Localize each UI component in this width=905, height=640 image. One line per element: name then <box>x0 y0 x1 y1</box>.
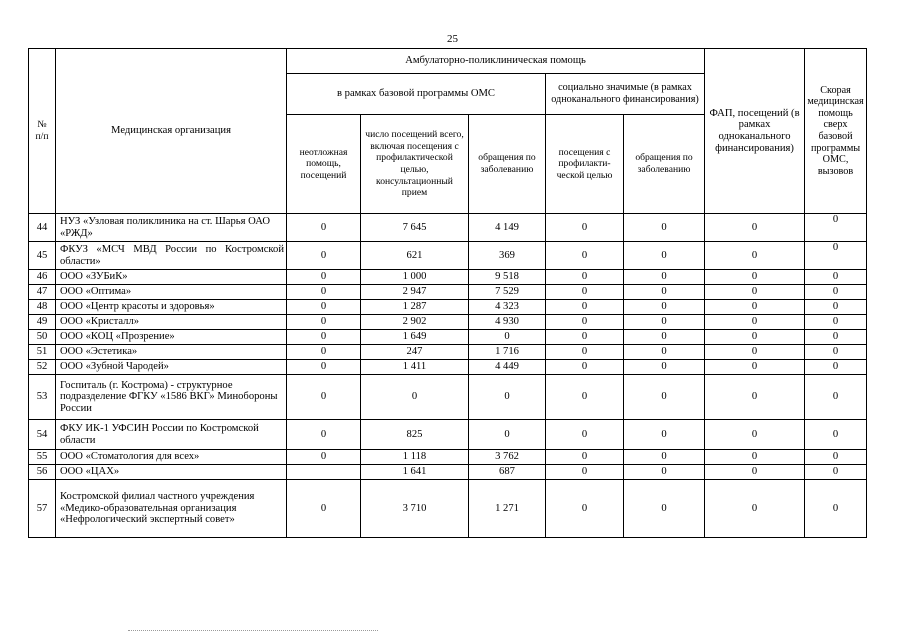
header-org: Медицинская организация <box>56 49 287 214</box>
disease-appeals: 9 518 <box>469 270 546 285</box>
prophylactic-visits: 0 <box>546 242 624 270</box>
ambulance-calls: 0 <box>805 360 867 375</box>
organization-name: ООО «КОЦ «Прозрение» <box>56 330 287 345</box>
social-appeals: 0 <box>624 330 705 345</box>
table-row <box>29 315 867 330</box>
ambulance-calls: 0 <box>805 315 867 330</box>
organization-name: ФКУЗ «МСЧ МВД России по Костромской области» <box>56 242 287 270</box>
total-visits: 825 <box>361 420 469 450</box>
ambulance-calls: 0 <box>805 450 867 465</box>
organization-name: ООО «Зубной Чародей» <box>56 360 287 375</box>
social-appeals: 0 <box>624 315 705 330</box>
prophylactic-visits: 0 <box>546 450 624 465</box>
total-visits: 7 645 <box>361 214 469 242</box>
prophylactic-visits: 0 <box>546 375 624 420</box>
table-row <box>29 465 867 480</box>
organization-name: ООО «Кристалл» <box>56 315 287 330</box>
social-appeals: 0 <box>624 465 705 480</box>
prophylactic-visits: 0 <box>546 480 624 538</box>
table-row <box>29 450 867 465</box>
organization-name: Костромской филиал частного учреждения «Медико-образовательная организация «Нефрологический экспертный совет» <box>56 480 287 538</box>
page-number: 25 <box>447 33 458 45</box>
total-visits: 247 <box>361 345 469 360</box>
social-appeals: 0 <box>624 450 705 465</box>
social-appeals: 0 <box>624 360 705 375</box>
organization-name: ФКУ ИК-1 УФСИН России по Костромской области <box>56 420 287 450</box>
organization-name: Госпиталь (г. Кострома) - структурное подразделение ФГКУ «1586 ВКГ» Минобороны России <box>56 375 287 420</box>
urgent-visits: 0 <box>287 480 361 538</box>
header-fap: ФАП, посещений (в рамках одноканального финансирования) <box>705 49 805 214</box>
fap-visits: 0 <box>705 360 805 375</box>
row-number: 49 <box>29 315 56 330</box>
prophylactic-visits: 0 <box>546 420 624 450</box>
row-number: 47 <box>29 285 56 300</box>
row-number: 56 <box>29 465 56 480</box>
header-urgent: неотложная помощь, посещений <box>287 115 361 214</box>
social-appeals: 0 <box>624 242 705 270</box>
urgent-visits: 0 <box>287 330 361 345</box>
fap-visits: 0 <box>705 450 805 465</box>
total-visits: 621 <box>361 242 469 270</box>
disease-appeals: 1 716 <box>469 345 546 360</box>
header-ambulance: Скорая медицинская помощь сверх базовой программы ОМС, вызовов <box>805 49 867 214</box>
fap-visits: 0 <box>705 285 805 300</box>
disease-appeals: 3 762 <box>469 450 546 465</box>
urgent-visits: 0 <box>287 242 361 270</box>
total-visits: 1 287 <box>361 300 469 315</box>
total-visits: 2 902 <box>361 315 469 330</box>
social-appeals: 0 <box>624 300 705 315</box>
urgent-visits: 0 <box>287 450 361 465</box>
total-visits: 1 000 <box>361 270 469 285</box>
urgent-visits: 0 <box>287 300 361 315</box>
fap-visits: 0 <box>705 270 805 285</box>
ambulance-calls: 0 <box>805 345 867 360</box>
disease-appeals: 4 149 <box>469 214 546 242</box>
prophylactic-visits: 0 <box>546 300 624 315</box>
prophylactic-visits: 0 <box>546 270 624 285</box>
header-prof-visits: посещения с профилакти-ческой целью <box>546 115 624 214</box>
prophylactic-visits: 0 <box>546 330 624 345</box>
urgent-visits: 0 <box>287 285 361 300</box>
ambulance-calls: 0 <box>805 420 867 450</box>
row-number: 51 <box>29 345 56 360</box>
header-appeals-social: обращения по заболеванию <box>624 115 705 214</box>
ambulance-calls: 0 <box>805 285 867 300</box>
social-appeals: 0 <box>624 285 705 300</box>
urgent-visits: 0 <box>287 345 361 360</box>
fap-visits: 0 <box>705 300 805 315</box>
social-appeals: 0 <box>624 345 705 360</box>
header-num: № п/п <box>29 49 56 214</box>
disease-appeals: 369 <box>469 242 546 270</box>
row-number: 53 <box>29 375 56 420</box>
social-appeals: 0 <box>624 270 705 285</box>
row-number: 57 <box>29 480 56 538</box>
prophylactic-visits: 0 <box>546 214 624 242</box>
ambulance-calls: 0 <box>805 465 867 480</box>
fap-visits: 0 <box>705 465 805 480</box>
urgent-visits: 0 <box>287 375 361 420</box>
header-social: социально значимые (в рамках одноканального финансирования) <box>546 74 705 115</box>
disease-appeals: 4 449 <box>469 360 546 375</box>
table-row <box>29 242 867 270</box>
data-table <box>28 48 867 538</box>
disease-appeals: 0 <box>469 420 546 450</box>
total-visits: 1 641 <box>361 465 469 480</box>
total-visits: 1 411 <box>361 360 469 375</box>
ambulance-calls: 0 <box>805 375 867 420</box>
fap-visits: 0 <box>705 315 805 330</box>
row-number: 52 <box>29 360 56 375</box>
row-number: 44 <box>29 214 56 242</box>
social-appeals: 0 <box>624 375 705 420</box>
disease-appeals: 687 <box>469 465 546 480</box>
total-visits: 3 710 <box>361 480 469 538</box>
table-row <box>29 214 867 242</box>
urgent-visits: 0 <box>287 360 361 375</box>
disease-appeals: 0 <box>469 375 546 420</box>
header-basic-program: в рамках базовой программы ОМС <box>287 74 546 115</box>
prophylactic-visits: 0 <box>546 285 624 300</box>
total-visits: 2 947 <box>361 285 469 300</box>
disease-appeals: 1 271 <box>469 480 546 538</box>
row-number: 45 <box>29 242 56 270</box>
fap-visits: 0 <box>705 242 805 270</box>
social-appeals: 0 <box>624 214 705 242</box>
fap-visits: 0 <box>705 480 805 538</box>
social-appeals: 0 <box>624 420 705 450</box>
table-row <box>29 300 867 315</box>
ambulance-calls: 0 <box>805 330 867 345</box>
ambulance-calls: 0 <box>805 480 867 538</box>
table-row <box>29 375 867 420</box>
header-ambulatory: Амбулаторно-поликлиническая помощь <box>287 49 705 74</box>
organization-name: ООО «ЦАХ» <box>56 465 287 480</box>
organization-name: ООО «Оптима» <box>56 285 287 300</box>
row-number: 54 <box>29 420 56 450</box>
fap-visits: 0 <box>705 420 805 450</box>
disease-appeals: 0 <box>469 330 546 345</box>
organization-name: ООО «Эстетика» <box>56 345 287 360</box>
table-row <box>29 420 867 450</box>
header-visits: число посещений всего, включая посещения с профилактической целью, консультационный прием <box>361 115 469 214</box>
prophylactic-visits: 0 <box>546 360 624 375</box>
table-row <box>29 480 867 538</box>
total-visits: 1 649 <box>361 330 469 345</box>
table-row <box>29 330 867 345</box>
organization-name: ООО «ЗУБиК» <box>56 270 287 285</box>
row-number: 46 <box>29 270 56 285</box>
fap-visits: 0 <box>705 330 805 345</box>
ambulance-calls: 0 <box>805 300 867 315</box>
total-visits: 1 118 <box>361 450 469 465</box>
ambulance-calls: 0 <box>805 270 867 285</box>
fap-visits: 0 <box>705 345 805 360</box>
disease-appeals: 7 529 <box>469 285 546 300</box>
total-visits: 0 <box>361 375 469 420</box>
organization-name: НУЗ «Узловая поликлиника на ст. Шарья ОАО «РЖД» <box>56 214 287 242</box>
ambulance-calls: 0 <box>805 214 867 242</box>
urgent-visits: 0 <box>287 270 361 285</box>
social-appeals: 0 <box>624 480 705 538</box>
fap-visits: 0 <box>705 214 805 242</box>
organization-name: ООО «Стоматология для всех» <box>56 450 287 465</box>
footer-dotted-line <box>128 630 378 631</box>
table-row <box>29 270 867 285</box>
urgent-visits <box>287 465 361 480</box>
urgent-visits: 0 <box>287 420 361 450</box>
prophylactic-visits: 0 <box>546 465 624 480</box>
disease-appeals: 4 323 <box>469 300 546 315</box>
row-number: 55 <box>29 450 56 465</box>
table-row <box>29 345 867 360</box>
disease-appeals: 4 930 <box>469 315 546 330</box>
urgent-visits: 0 <box>287 315 361 330</box>
ambulance-calls: 0 <box>805 242 867 270</box>
organization-name: ООО «Центр красоты и здоровья» <box>56 300 287 315</box>
prophylactic-visits: 0 <box>546 315 624 330</box>
fap-visits: 0 <box>705 375 805 420</box>
header-appeals: обращения по заболеванию <box>469 115 546 214</box>
row-number: 50 <box>29 330 56 345</box>
row-number: 48 <box>29 300 56 315</box>
table-row <box>29 360 867 375</box>
urgent-visits: 0 <box>287 214 361 242</box>
prophylactic-visits: 0 <box>546 345 624 360</box>
table-row <box>29 285 867 300</box>
